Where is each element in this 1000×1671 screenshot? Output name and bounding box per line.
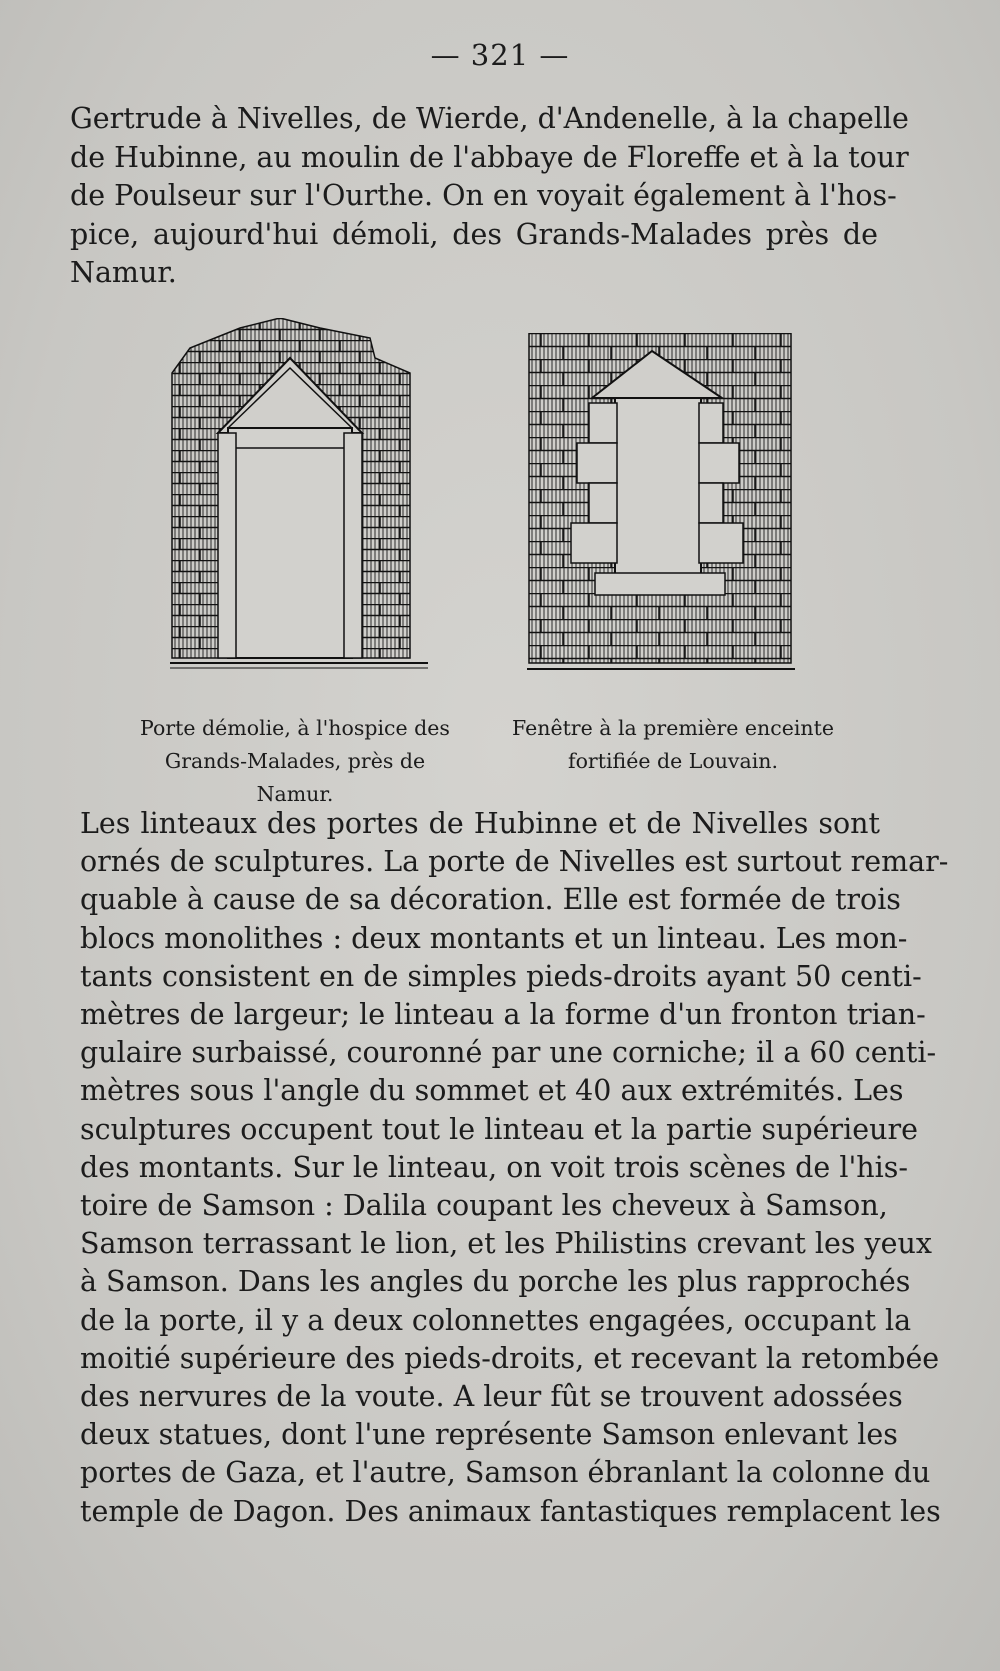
page-number: — 321 — [430,38,570,72]
text-line: temple de Dagon. Des animaux fantastiques remplacent les [80,1494,941,1528]
text-line: tants consistent en de simples pieds-droits ayant 50 centi- [80,959,922,993]
door-engraving [170,318,428,682]
paragraph-intro [70,100,909,293]
text-line: deux statues, dont l'une représente Samson enlevant les [80,1418,898,1452]
text-line: de Poulseur sur l'Ourthe. On en voyait également à l'hos- [70,179,897,213]
caption-line: Fenêtre à la première enceinte [512,716,834,740]
text-line: ornés de sculptures. La porte de Nivelles est surtout remar- [80,845,949,879]
window-engraving [527,333,795,675]
caption-line: Porte démolie, à l'hospice des [140,716,450,740]
text-line: quable à cause de sa décoration. Elle est formée de trois [80,883,901,917]
text-line: Samson terrassant le lion, et les Philistins crevant les yeux [80,1227,932,1261]
text-line: mètres sous l'angle du sommet et 40 aux extrémités. Les [80,1074,904,1108]
text-line: moitié supérieure des pieds-droits, et recevant la retombée [80,1341,940,1375]
text-line: des montants. Sur le linteau, on voit trois scènes de l'his- [80,1150,909,1184]
text-line: des nervures de la voute. A leur fût se trouvent adossées [80,1380,903,1414]
text-line: toire de Samson : Dalila coupant les cheveux à Samson, [80,1189,888,1223]
caption-window [498,712,848,778]
caption-door [125,712,465,811]
text-line: à Samson. Dans les angles du porche les plus rapprochés [80,1265,911,1299]
text-line: de Hubinne, au moulin de l'abbaye de Floreffe et à la tour [70,140,909,174]
text-line: blocs monolithes : deux montants et un linteau. Les mon- [80,921,908,955]
text-line: pice, aujourd'hui démoli, des Grands-Malades près de [70,217,878,251]
text-line: portes de Gaza, et l'autre, Samson ébranlant la colonne du [80,1456,931,1490]
text-line: Gertrude à Nivelles, de Wierde, d'Andenelle, à la chapelle [70,102,909,135]
caption-line: fortifiée de Louvain. [568,749,778,773]
text-line: gulaire surbaissé, couronné par une corniche; il a 60 centi- [80,1036,937,1070]
paragraph-main [80,805,949,1531]
caption-line: Grands-Malades, près de Namur. [164,749,426,806]
text-line: de la porte, il y a deux colonnettes engagées, occupant la [80,1303,912,1337]
text-line: Namur. [70,256,177,290]
text-line: sculptures occupent tout le linteau et la partie supérieure [80,1112,918,1146]
text-line: mètres de largeur; le linteau a la forme d'un fronton trian- [80,998,926,1032]
text-line: Les linteaux des portes de Hubinne et de Nivelles sont [80,807,880,840]
